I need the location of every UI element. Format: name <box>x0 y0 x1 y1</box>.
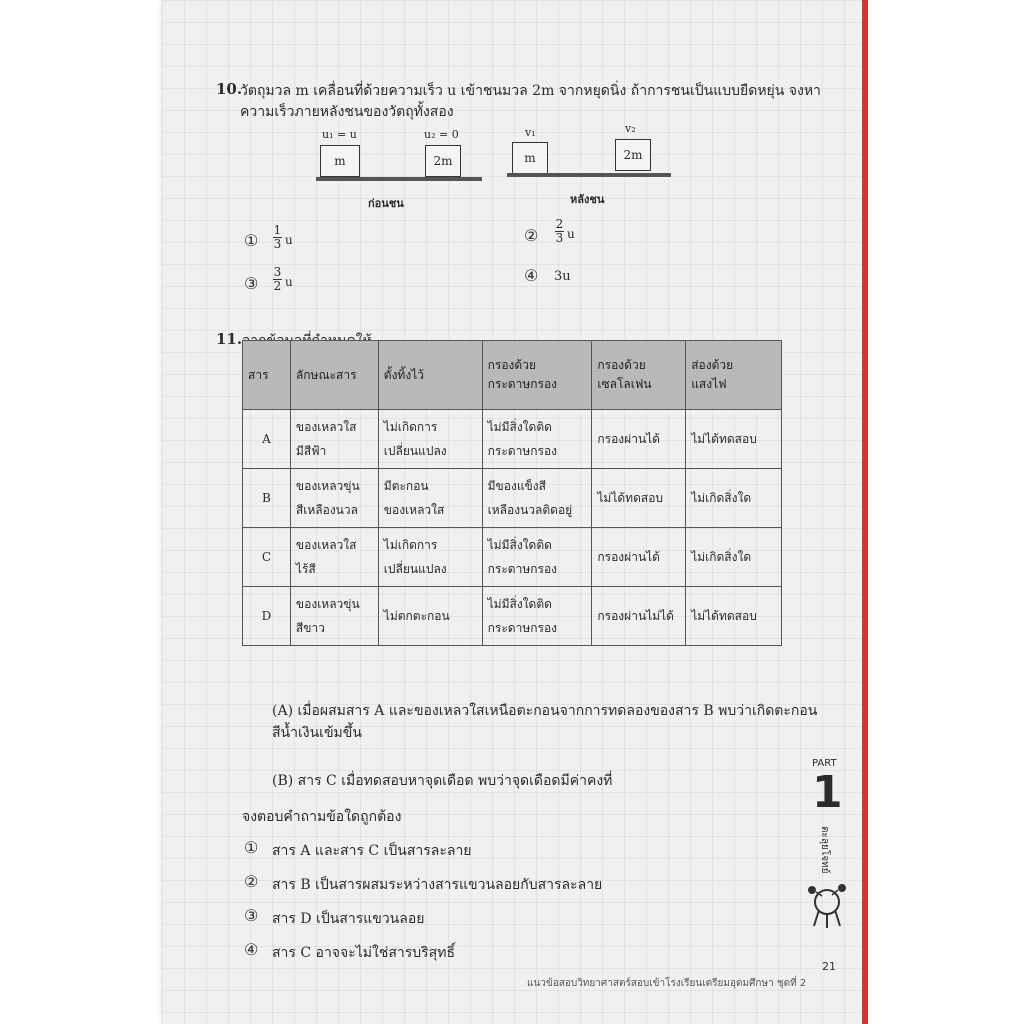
q10-choice-4-mark[interactable]: ④ <box>524 266 539 285</box>
q11-choice-3-text: สาร D เป็นสารแขวนลอย <box>272 911 425 927</box>
q10-choice-2-fraction <box>555 218 564 245</box>
statement-b: (B) สาร C เมื่อทดสอบหาจุดเดือด พบว่าจุดเดือดมีค่าคงที่ <box>272 773 613 789</box>
cell: ไม่ตกตะกอน <box>378 587 482 646</box>
cell: ไม่ได้ทดสอบ <box>686 410 782 469</box>
q11-choice-1-text: สาร A และสาร C เป็นสารละลาย <box>272 843 472 859</box>
part-vertical-text: ตะลุยโจทย์ <box>819 826 830 874</box>
header-standing: ตั้งทิ้งไว้ <box>378 341 482 410</box>
cell: ไม่มีสิ่งใดติด กระดาษกรอง <box>482 587 592 646</box>
label-u2: u₂ = 0 <box>424 128 459 141</box>
cell: ไม่เกิดการ เปลี่ยนแปลง <box>378 410 482 469</box>
mascot-icon <box>804 880 850 930</box>
q11-choice-4-text: สาร C อาจจะไม่ใช่สารบริสุทธิ์ <box>272 945 455 961</box>
cell: กรองผ่านไม่ได้ <box>592 587 686 646</box>
q11-number: 11. <box>216 330 243 348</box>
page-number: 21 <box>822 960 836 973</box>
label-u1: u₁ = u <box>322 128 357 141</box>
q10-choice-1-mark[interactable]: ① <box>244 231 259 250</box>
q11-question: จงตอบคำถามข้อใดถูกต้อง <box>242 809 402 825</box>
cell: ของเหลวใส ไร้สี <box>290 528 378 587</box>
table-header-row <box>243 341 782 410</box>
cell-substance: A <box>243 410 291 469</box>
substance-table <box>242 340 782 646</box>
q10-text-line1: วัตถุมวล m เคลื่อนที่ด้วยความเร็ว u เข้าชนมวล 2m จากหยุดนิ่ง ถ้าการชนเป็นแบบยืดหยุ่น จงหา <box>240 83 821 99</box>
mass-m-before: m <box>320 145 360 177</box>
caption-before: ก่อนชน <box>368 197 404 210</box>
q10-choice-4-text: 3u <box>554 269 571 284</box>
cell: ไม่เกิดสิ่งใด <box>686 528 782 587</box>
table-row <box>243 587 782 646</box>
denominator: 3 <box>273 237 282 251</box>
caption-after: หลังชน <box>570 193 605 206</box>
part-number: 1 <box>812 767 843 818</box>
cell: ไม่มีสิ่งใดติด กระดาษกรอง <box>482 528 592 587</box>
cell: ไม่เกิดสิ่งใด <box>686 469 782 528</box>
cell-substance: B <box>243 469 291 528</box>
mass-2m-after: 2m <box>615 139 651 171</box>
numerator: 3 <box>273 265 282 279</box>
cell: กรองผ่านได้ <box>592 528 686 587</box>
q10-number: 10. <box>216 80 243 98</box>
cell: ไม่ได้ทดสอบ <box>686 587 782 646</box>
q10-choice-1-unit: u <box>285 233 293 247</box>
mass-m-after: m <box>512 142 548 174</box>
denominator: 3 <box>555 231 564 245</box>
q11-choice-4-mark[interactable]: ④ <box>244 940 259 959</box>
numerator: 2 <box>555 217 564 231</box>
numerator: 1 <box>273 223 282 237</box>
q11-choice-1-mark[interactable]: ① <box>244 838 259 857</box>
q10-text-line2: ความเร็วภายหลังชนของวัตถุทั้งสอง <box>240 104 454 120</box>
ground-after <box>507 173 671 177</box>
cell: ไม่มีสิ่งใดติด กระดาษกรอง <box>482 410 592 469</box>
header-filter-paper: กรองด้วย กระดาษกรอง <box>482 341 592 410</box>
header-characteristic: ลักษณะสาร <box>290 341 378 410</box>
q10-choice-2-mark[interactable]: ② <box>524 226 539 245</box>
table-row <box>243 469 782 528</box>
q10-choice-1-fraction <box>273 224 282 251</box>
cell-substance: D <box>243 587 291 646</box>
cell: มีตะกอน ของเหลวใส <box>378 469 482 528</box>
table-row <box>243 528 782 587</box>
q10-choice-3-fraction <box>273 266 282 293</box>
mass-2m-before: 2m <box>425 145 461 177</box>
part-label: PART <box>812 758 837 769</box>
cell: ของเหลวขุ่น สีขาว <box>290 587 378 646</box>
q10-choice-2-unit: u <box>567 227 575 241</box>
q11-choice-2-mark[interactable]: ② <box>244 872 259 891</box>
header-cellophane: กรองด้วย เซลโลเฟน <box>592 341 686 410</box>
footer-book-title: แนวข้อสอบวิทยาศาสตร์สอบเข้าโรงเรียนเตรียมอุดมศึกษา ชุดที่ 2 <box>527 978 807 989</box>
cell-substance: C <box>243 528 291 587</box>
label-v1: v₁ <box>525 126 536 139</box>
cell: กรองผ่านได้ <box>592 410 686 469</box>
header-light: ส่องด้วย แสงไฟ <box>686 341 782 410</box>
q11-choice-3-mark[interactable]: ③ <box>244 906 259 925</box>
q11-choice-2-text: สาร B เป็นสารผสมระหว่างสารแขวนลอยกับสารละลาย <box>272 877 603 893</box>
cell: ของเหลวขุ่น สีเหลืองนวล <box>290 469 378 528</box>
ground-before <box>316 177 482 181</box>
cell: ของเหลวใส มีสีฟ้า <box>290 410 378 469</box>
cell: ไม่ได้ทดสอบ <box>592 469 686 528</box>
q10-choice-3-mark[interactable]: ③ <box>244 274 259 293</box>
cell: ไม่เกิดการ เปลี่ยนแปลง <box>378 528 482 587</box>
page-edge <box>862 0 868 1024</box>
q10-choice-3-unit: u <box>285 275 293 289</box>
cell: มีของแข็งสี เหลืองนวลติดอยู่ <box>482 469 592 528</box>
denominator: 2 <box>273 279 282 293</box>
statement-a-line2: สีน้ำเงินเข้มขึ้น <box>272 725 362 741</box>
statement-a-line1: (A) เมื่อผสมสาร A และของเหลวใสเหนือตะกอนจากการทดลองของสาร B พบว่าเกิดตะกอน <box>272 703 818 719</box>
label-v2: v₂ <box>625 122 636 135</box>
table-row <box>243 410 782 469</box>
header-substance: สาร <box>243 341 291 410</box>
